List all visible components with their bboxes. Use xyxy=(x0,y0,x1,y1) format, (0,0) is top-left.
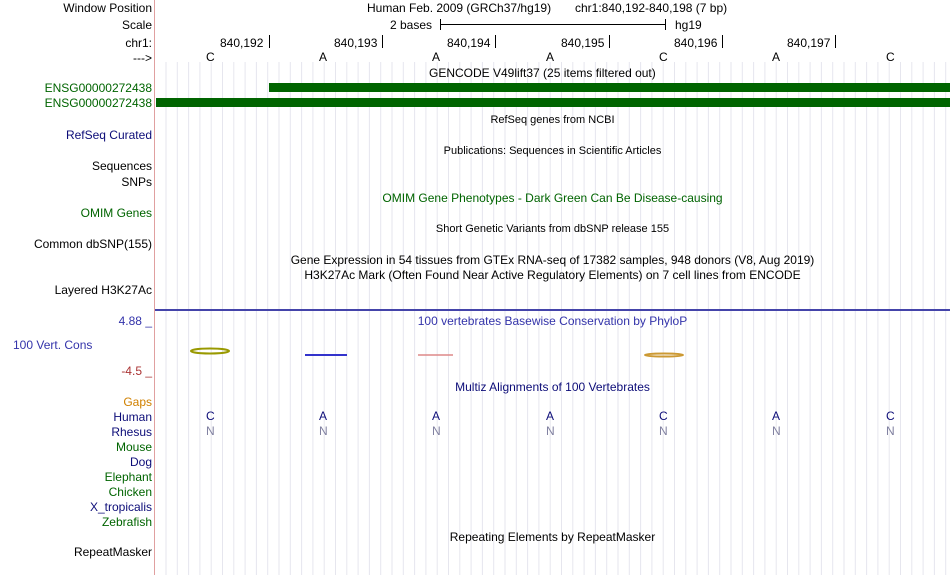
rhesus-base: N xyxy=(206,424,215,438)
repeatmasker-track-title[interactable]: Repeating Elements by RepeatMasker xyxy=(449,530,656,544)
phylop-top-border xyxy=(155,309,950,311)
tick-mark xyxy=(382,35,383,48)
gencode-feature-bar[interactable] xyxy=(156,98,950,107)
publications-track-title[interactable]: Publications: Sequences in Scientific Articles xyxy=(443,145,662,157)
phylop-signal xyxy=(155,340,950,364)
species-label-rhesus: Rhesus xyxy=(111,425,152,439)
window-position-label: Window Position xyxy=(63,1,152,15)
human-base: A xyxy=(772,409,781,423)
gencode-item-label[interactable]: ENSG00000272438 xyxy=(44,81,152,95)
base-letter: C xyxy=(659,50,668,64)
strand-label: ---> xyxy=(133,51,152,65)
species-label-zebrafish: Zebrafish xyxy=(101,515,152,529)
h3k27ac-track-label[interactable]: Layered H3K27Ac xyxy=(54,283,152,297)
dbsnp-track-label[interactable]: Common dbSNP(155) xyxy=(33,237,152,251)
rhesus-base: N xyxy=(772,424,781,438)
species-label-elephant: Elephant xyxy=(104,470,152,484)
gaps-label: Gaps xyxy=(123,395,152,409)
rhesus-base: N xyxy=(659,424,668,438)
scale-text: 2 bases xyxy=(390,18,433,32)
human-base: A xyxy=(432,409,441,423)
tick-label: 840,193 xyxy=(334,36,378,50)
snps-track-label[interactable]: SNPs xyxy=(121,175,152,189)
rhesus-base: N xyxy=(886,424,895,438)
position-text[interactable]: chr1:840,192-840,198 (7 bp) xyxy=(575,1,728,15)
base-letter: C xyxy=(886,50,895,64)
base-letter: A xyxy=(546,50,555,64)
phylop-track-title[interactable]: 100 vertebrates Basewise Conservation by PhyloP xyxy=(417,314,688,328)
species-label-x-tropicalis: X_tropicalis xyxy=(89,500,152,514)
omim-track-title[interactable]: OMIM Gene Phenotypes - Dark Green Can Be Disease-causing xyxy=(382,191,723,205)
gencode-item-label[interactable]: ENSG00000272438 xyxy=(44,96,152,110)
base-letter: A xyxy=(772,50,781,64)
tick-mark xyxy=(722,35,723,48)
tick-mark xyxy=(269,35,270,48)
phylop-min-label: -4.5 _ xyxy=(121,364,152,378)
repeatmasker-track-label[interactable]: RepeatMasker xyxy=(73,545,152,559)
human-base: A xyxy=(546,409,555,423)
scale-bar-left-tick xyxy=(440,19,441,30)
species-label-chicken: Chicken xyxy=(108,485,152,499)
tick-label: 840,196 xyxy=(674,36,718,50)
base-letter: A xyxy=(319,50,328,64)
scale-bar xyxy=(440,24,665,25)
species-label-mouse: Mouse xyxy=(115,440,152,454)
human-base: C xyxy=(206,409,215,423)
omim-track-label[interactable]: OMIM Genes xyxy=(80,206,152,220)
tick-mark xyxy=(495,35,496,48)
label-column-divider xyxy=(154,0,155,575)
tick-label: 840,194 xyxy=(447,36,491,50)
refseq-track-title[interactable]: RefSeq genes from NCBI xyxy=(490,114,615,126)
sequences-track-label[interactable]: Sequences xyxy=(91,159,152,173)
base-letter: C xyxy=(206,50,215,64)
gtex-track-title[interactable]: Gene Expression in 54 tissues from GTEx RNA-seq of 17382 samples, 948 donors (V8, Aug 2019) xyxy=(290,253,815,267)
refseq-track-label[interactable]: RefSeq Curated xyxy=(65,128,152,142)
tick-mark xyxy=(609,35,610,48)
base-letter: A xyxy=(432,50,441,64)
tick-label: 840,197 xyxy=(787,36,831,50)
species-label-dog: Dog xyxy=(129,455,152,469)
human-base: C xyxy=(886,409,895,423)
chr-label: chr1: xyxy=(125,36,152,50)
multiz-track-title[interactable]: Multiz Alignments of 100 Vertebrates xyxy=(455,380,650,394)
tick-label: 840,192 xyxy=(220,36,264,50)
human-base: C xyxy=(659,409,668,423)
assembly-text: Human Feb. 2009 (GRCh37/hg19) xyxy=(367,1,552,15)
scale-db: hg19 xyxy=(675,18,702,32)
rhesus-base: N xyxy=(546,424,555,438)
phylop-track-label[interactable]: 100 Vert. Cons xyxy=(13,338,93,352)
gencode-feature-bar[interactable] xyxy=(269,83,950,92)
gencode-track-title[interactable]: GENCODE V49lift37 (25 items filtered out) xyxy=(429,66,656,80)
scale-label: Scale xyxy=(121,18,152,32)
rhesus-base: N xyxy=(432,424,441,438)
rhesus-base: N xyxy=(319,424,328,438)
scale-bar-right-tick xyxy=(665,19,666,30)
species-label-human: Human xyxy=(113,410,152,424)
tick-label: 840,195 xyxy=(561,36,605,50)
phylop-max-label: 4.88 _ xyxy=(118,314,152,328)
human-base: A xyxy=(319,409,328,423)
h3k27ac-track-title[interactable]: H3K27Ac Mark (Often Found Near Active Regulatory Elements) on 7 cell lines from ENCODE xyxy=(304,268,801,282)
dbsnp-track-title[interactable]: Short Genetic Variants from dbSNP release 155 xyxy=(435,223,670,235)
tick-mark xyxy=(835,35,836,48)
